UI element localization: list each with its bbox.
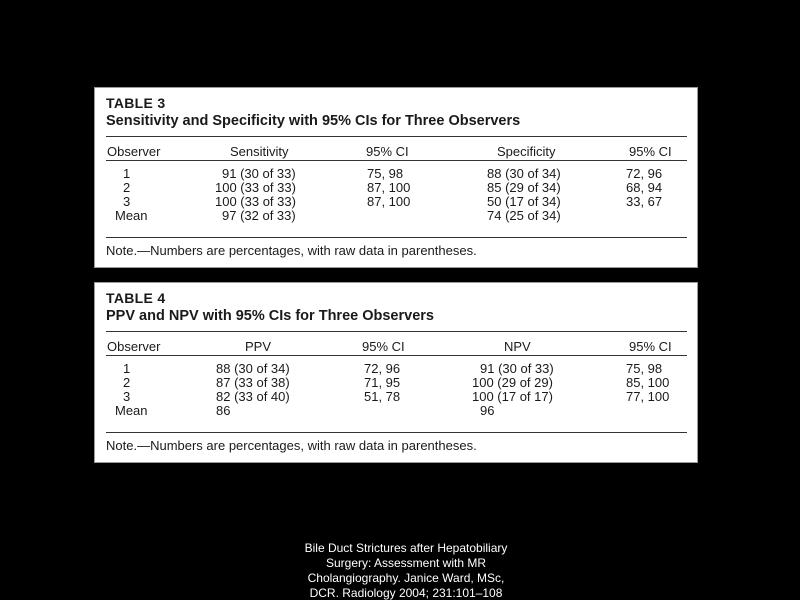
- table-4-note: Note.—Numbers are percentages, with raw data in parentheses.: [106, 438, 477, 453]
- table-3-title: Sensitivity and Specificity with 95% CIs for Three Observers: [106, 113, 521, 129]
- table-3-cell: 74 (25 of 34): [487, 208, 561, 223]
- table-3-header-ci-1: 95% CI: [366, 144, 409, 159]
- table-4-cell: 1: [123, 361, 131, 376]
- table-4-title: PPV and NPV with 95% CIs for Three Observers: [106, 308, 434, 324]
- citation-caption: [250, 541, 562, 600]
- table-4-cell: 96: [480, 403, 495, 418]
- table-4-cell: 91 (30 of 33): [480, 361, 554, 376]
- table-3-header-sensitivity: Sensitivity: [230, 144, 289, 159]
- table-3-note: Note.—Numbers are percentages, with raw data in parentheses.: [106, 243, 477, 258]
- table-4-header-ci-1: 95% CI: [362, 339, 405, 354]
- table-4-bottom-rule: [106, 432, 687, 433]
- table-3-header-specificity: Specificity: [497, 144, 556, 159]
- table-3-top-rule: [106, 136, 687, 137]
- table-4-cell: 51, 78: [364, 389, 401, 404]
- table-4-cell: 85, 100: [626, 375, 670, 390]
- caption-line: Bile Duct Strictures after Hepatobiliary: [304, 541, 508, 555]
- table-4-header-observer: Observer: [107, 339, 161, 354]
- table-4-cell: 100 (17 of 17): [472, 389, 553, 404]
- table-4-cell: 72, 96: [364, 361, 401, 376]
- table-3-header-observer: Observer: [107, 144, 161, 159]
- table-4-header-rule: [106, 355, 687, 356]
- table-4-cell: 71, 95: [364, 375, 401, 390]
- table-4-cell: 82 (33 of 40): [216, 389, 290, 404]
- table-3-cell: 33, 67: [626, 194, 663, 209]
- table-4-cell: 2: [123, 375, 131, 390]
- table-4-top-rule: [106, 331, 687, 332]
- table-3-cell: 1: [123, 166, 131, 181]
- table-3-cell: 68, 94: [626, 180, 663, 195]
- table-3-bottom-rule: [106, 237, 687, 238]
- table-4-header-ppv: PPV: [245, 339, 272, 354]
- table-4-cell: 3: [123, 389, 131, 404]
- table-4-cell: 77, 100: [626, 389, 670, 404]
- table-4-cell: Mean: [115, 403, 148, 418]
- table-3-cell: 91 (30 of 33): [222, 166, 296, 181]
- table-3-cell: 87, 100: [367, 194, 411, 209]
- table-3-label: TABLE 3: [106, 95, 166, 111]
- table-3-cell: 100 (33 of 33): [215, 180, 296, 195]
- table-4-cell: 88 (30 of 34): [216, 361, 290, 376]
- table-4-cell: 86: [216, 403, 231, 418]
- table-3-header-rule: [106, 160, 687, 161]
- table-3-cell: 75, 98: [367, 166, 404, 181]
- table-4-label: TABLE 4: [106, 290, 166, 306]
- table-3-cell: 87, 100: [367, 180, 411, 195]
- table-4-cell: 87 (33 of 38): [216, 375, 290, 390]
- table-4: [94, 282, 698, 463]
- table-4-header-npv: NPV: [504, 339, 531, 354]
- table-3-cell: 3: [123, 194, 131, 209]
- table-3-cell: 50 (17 of 34): [487, 194, 561, 209]
- table-3: [94, 87, 698, 268]
- table-3-header-ci-2: 95% CI: [629, 144, 672, 159]
- table-4-header-ci-2: 95% CI: [629, 339, 672, 354]
- table-3-cell: 2: [123, 180, 131, 195]
- caption-line: Surgery: Assessment with MR: [325, 556, 487, 570]
- table-3-cell: 97 (32 of 33): [222, 208, 296, 223]
- table-4-cell: 100 (29 of 29): [472, 375, 553, 390]
- table-3-cell: 88 (30 of 34): [487, 166, 561, 181]
- caption-line: DCR. Radiology 2004; 231:101–108: [309, 586, 503, 600]
- table-3-cell: 72, 96: [626, 166, 663, 181]
- table-3-cell: 100 (33 of 33): [215, 194, 296, 209]
- table-4-cell: 75, 98: [626, 361, 663, 376]
- table-3-cell: Mean: [115, 208, 148, 223]
- table-3-cell: 85 (29 of 34): [487, 180, 561, 195]
- caption-line: Cholangiography. Janice Ward, MSc,: [307, 571, 505, 585]
